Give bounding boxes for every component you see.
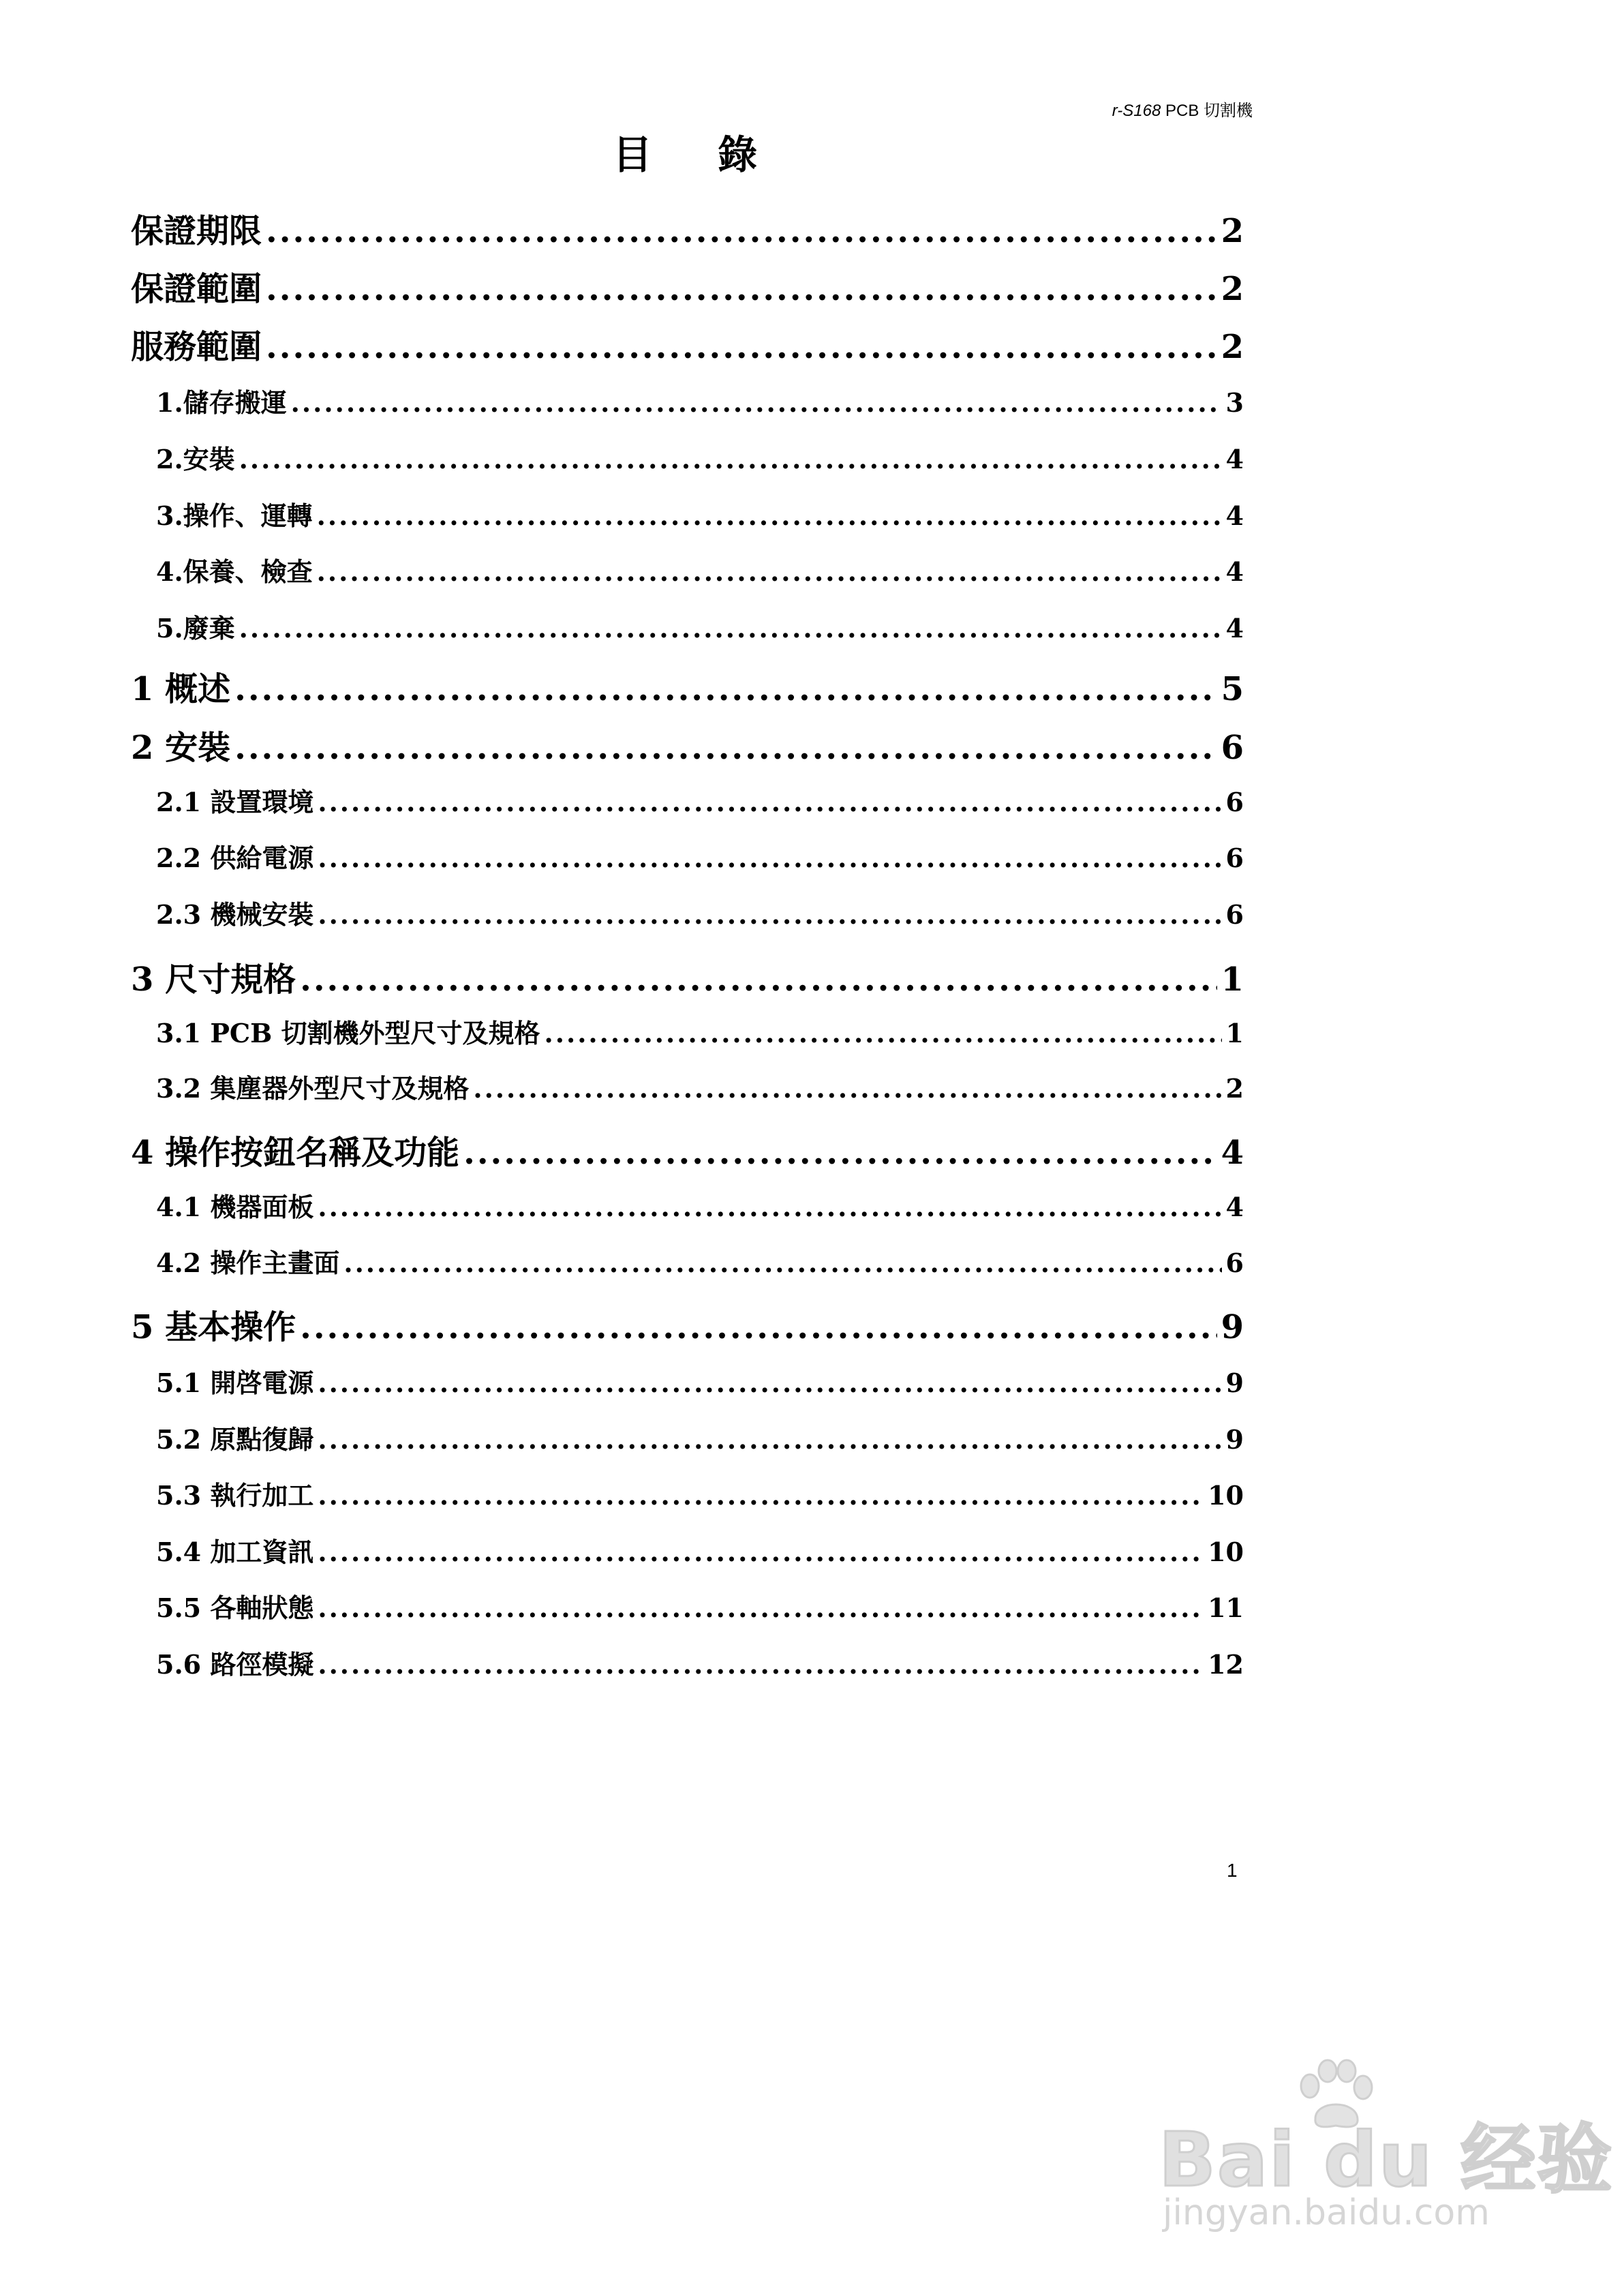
toc-entry[interactable]: [131, 320, 1244, 367]
toc-entry-page: 1: [1221, 961, 1244, 999]
toc-entry-page: 12: [1208, 1649, 1244, 1680]
toc-entry-page: 9: [1225, 1368, 1244, 1398]
toc-entry-label: 5.廢棄: [156, 613, 235, 644]
toc-entry-page: 4: [1221, 1134, 1244, 1172]
toc-entry-page: 2: [1221, 328, 1244, 366]
toc-dot-leader: [318, 1480, 1204, 1511]
toc-dot-leader: [300, 1308, 1216, 1346]
toc-entry[interactable]: [131, 1126, 1244, 1173]
toc-entry-page: 4: [1225, 556, 1244, 587]
toc-entry[interactable]: [156, 438, 1244, 476]
toc-dot-leader: [318, 1424, 1221, 1455]
toc-dot-leader: [318, 1368, 1221, 1398]
toc-dot-leader: [318, 787, 1221, 817]
toc-entry[interactable]: [131, 1301, 1244, 1348]
toc-entry-label: 5.3 執行加工: [156, 1480, 314, 1511]
toc-dot-leader: [234, 670, 1216, 708]
toc-entry-label: 4.保養、檢查: [156, 556, 313, 587]
toc-entry[interactable]: [156, 1475, 1244, 1512]
toc-entry[interactable]: [156, 495, 1244, 532]
page-number: 1: [1227, 1860, 1238, 1881]
baidu-watermark: [1159, 2059, 1614, 2236]
toc-title: 目 錄: [612, 132, 784, 178]
toc-entry-label: 2.1 設置環境: [156, 787, 314, 817]
toc-entry-label: 1 概述: [131, 670, 231, 708]
toc-entry-page: 11: [1208, 1592, 1244, 1623]
toc-entry-label: 4.2 操作主畫面: [156, 1248, 340, 1278]
header-product: PCB 切割機: [1165, 102, 1253, 120]
toc-entry-page: 6: [1221, 729, 1244, 767]
toc-entry-label: 保證範圍: [131, 270, 262, 308]
toc-dot-leader: [239, 444, 1222, 474]
watermark-brand: Bai du 经验: [1159, 2116, 1614, 2203]
toc-entry-label: 5 基本操作: [131, 1308, 296, 1346]
toc-entry[interactable]: [131, 262, 1244, 309]
toc-entry[interactable]: [156, 1419, 1244, 1456]
toc-entry[interactable]: [131, 953, 1244, 1000]
toc-entry-label: 5.5 各軸狀態: [156, 1592, 314, 1623]
toc-entry[interactable]: [156, 837, 1244, 875]
toc-dot-leader: [545, 1018, 1222, 1048]
toc-dot-leader: [291, 387, 1222, 418]
toc-dot-leader: [463, 1134, 1216, 1172]
toc-entry[interactable]: [156, 607, 1244, 645]
toc-entry[interactable]: [156, 781, 1244, 819]
toc-entry-page: 2: [1221, 212, 1244, 250]
toc-entry-label: 2.2 供給電源: [156, 843, 314, 873]
toc-entry-page: 3: [1225, 387, 1244, 418]
toc-entry-label: 5.2 原點復歸: [156, 1424, 314, 1455]
toc-entry[interactable]: [156, 1587, 1244, 1625]
toc-entry-label: 2.安裝: [156, 444, 235, 474]
toc-entry-label: 5.6 路徑模擬: [156, 1649, 314, 1680]
toc-dot-leader: [266, 212, 1217, 250]
toc-dot-leader: [239, 613, 1222, 644]
toc-entry-page: 6: [1225, 1248, 1244, 1278]
watermark-url: jingyan.baidu.com: [1163, 2192, 1490, 2233]
toc-entry-page: 6: [1225, 787, 1244, 817]
toc-entry-page: 4: [1225, 613, 1244, 644]
toc-entry-page: 10: [1208, 1537, 1244, 1567]
toc-entry-page: 1: [1225, 1018, 1244, 1048]
toc-dot-leader: [234, 729, 1216, 767]
toc-entry-label: 1.儲存搬運: [156, 387, 287, 418]
toc-entry[interactable]: [156, 1362, 1244, 1400]
toc-entry[interactable]: [156, 1068, 1244, 1105]
toc-entry[interactable]: [156, 1012, 1244, 1050]
toc-dot-leader: [317, 556, 1222, 587]
toc-entry-page: 4: [1225, 444, 1244, 474]
toc-entry[interactable]: [156, 382, 1244, 419]
toc-entry[interactable]: [131, 721, 1244, 768]
toc-entry-page: 9: [1221, 1308, 1244, 1346]
toc-entry-label: 5.4 加工資訊: [156, 1537, 314, 1567]
toc-entry-label: 3.1 PCB 切割機外型尺寸及規格: [156, 1018, 540, 1048]
toc-entry[interactable]: [131, 663, 1244, 710]
toc-dot-leader: [317, 500, 1222, 531]
toc-entry-page: 2: [1221, 270, 1244, 308]
toc-dot-leader: [343, 1248, 1221, 1278]
toc-dot-leader: [266, 270, 1217, 308]
toc-entry-page: 10: [1208, 1480, 1244, 1511]
toc-dot-leader: [318, 1192, 1221, 1222]
toc-dot-leader: [318, 1592, 1204, 1623]
toc-entry-page: 6: [1225, 899, 1244, 930]
toc-entry[interactable]: [156, 1531, 1244, 1569]
toc-dot-leader: [473, 1073, 1221, 1104]
toc-entry[interactable]: [156, 894, 1244, 931]
toc-entry-label: 2.3 機械安裝: [156, 899, 314, 930]
toc-entry-label: 3.2 集塵器外型尺寸及規格: [156, 1073, 470, 1104]
toc-entry-page: 4: [1225, 500, 1244, 531]
toc-entry-page: 6: [1225, 843, 1244, 873]
toc-entry[interactable]: [156, 551, 1244, 588]
toc-entry[interactable]: [131, 205, 1244, 252]
toc-entry[interactable]: [156, 1242, 1244, 1280]
toc-entry-page: 2: [1225, 1073, 1244, 1104]
toc-entry-label: 保證期限: [131, 212, 262, 250]
toc-entry-label: 4.1 機器面板: [156, 1192, 314, 1222]
toc-entry-label: 3.操作、運轉: [156, 500, 313, 531]
toc-entry[interactable]: [156, 1644, 1244, 1681]
toc-dot-leader: [318, 1537, 1204, 1567]
toc-entry[interactable]: [156, 1186, 1244, 1224]
toc-entry-page: 5: [1221, 670, 1244, 708]
toc-entry-label: 5.1 開啓電源: [156, 1368, 314, 1398]
toc-entry-label: 2 安裝: [131, 729, 231, 767]
toc-entry-label: 服務範圍: [131, 328, 262, 366]
header-model: r-S168: [1112, 102, 1161, 120]
toc-entry-label: 3 尺寸規格: [131, 961, 296, 999]
toc-entry-page: 4: [1225, 1192, 1244, 1222]
toc-entry-page: 9: [1225, 1424, 1244, 1455]
toc-entry-label: 4 操作按鈕名稱及功能: [131, 1134, 460, 1172]
toc-dot-leader: [266, 328, 1217, 366]
toc-dot-leader: [318, 1649, 1204, 1680]
toc-dot-leader: [300, 961, 1216, 999]
toc-dot-leader: [318, 899, 1221, 930]
toc-dot-leader: [318, 843, 1221, 873]
